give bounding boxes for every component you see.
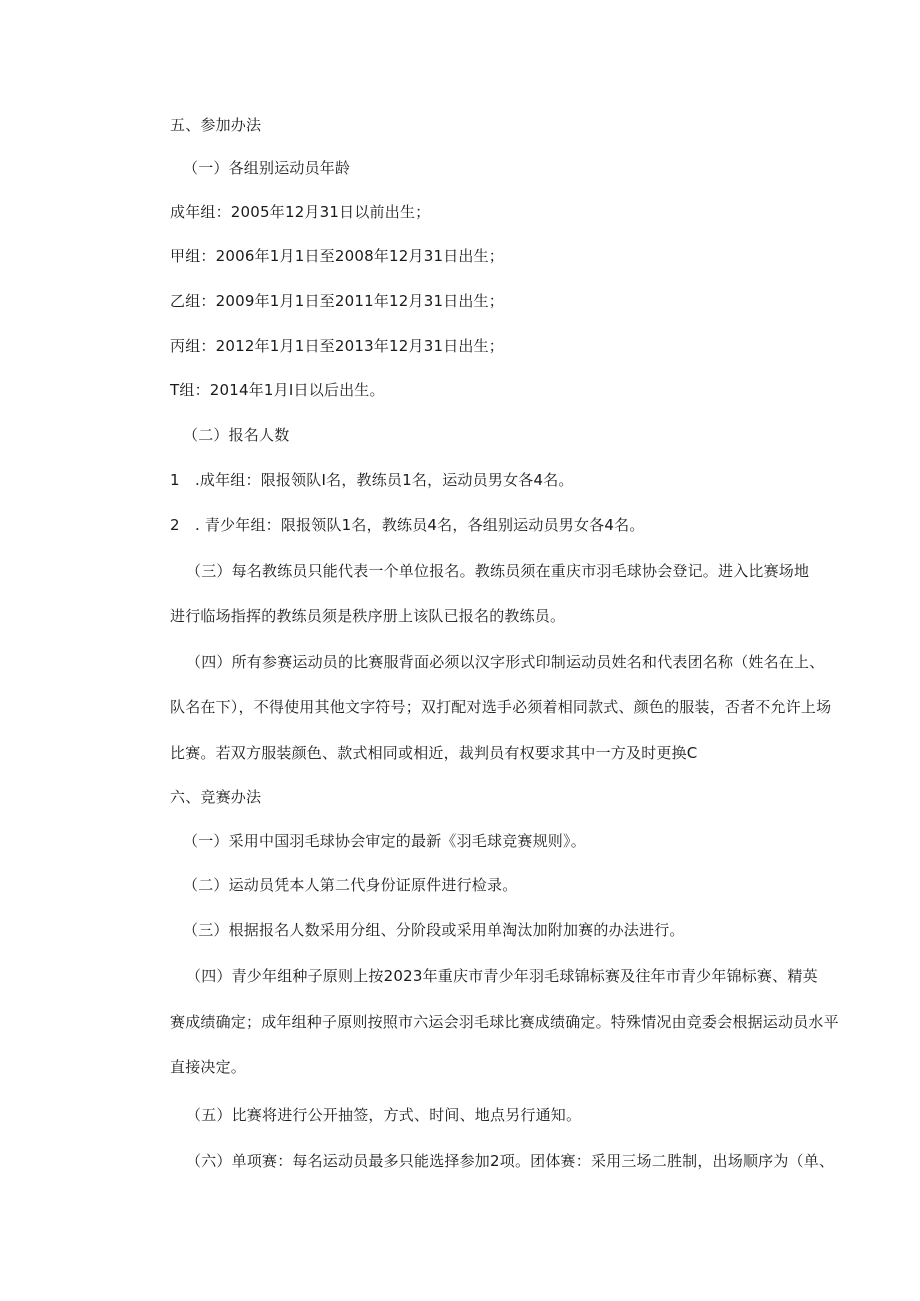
section-5-title: 五、参加办法: [170, 116, 262, 134]
section-6-4-line-2: 赛成绩确定；成年组种子原则按照市六运会羽毛球比赛成绩确定。特殊情况由竞委会根据运动员水平: [170, 1013, 839, 1031]
section-6-3: （三）根据报名人数采用分组、分阶段或采用单淘汰加附加赛的办法进行。: [183, 921, 685, 939]
section-5-1-title: （一）各组别运动员年龄: [183, 159, 351, 177]
quota-adult: 1 .成年组：限报领队I名，教练员1名，运动员男女各4名。: [170, 471, 574, 489]
section-6-2: （二）运动员凭本人第二代身份证原件进行检录。: [183, 876, 518, 894]
section-6-4-line-3: 直接决定。: [170, 1058, 247, 1076]
section-6-5: （五）比赛将进行公开抽签，方式、时间、地点另行通知。: [186, 1106, 582, 1124]
quota-youth: 2 . 青少年组：限报领队1名，教练员4名，各组别运动员男女各4名。: [170, 516, 645, 534]
section-5-2-title: （二）报名人数: [183, 426, 290, 444]
age-group-d: T组：2014年1月I日以后出生。: [170, 381, 385, 399]
section-5-4-line-1: （四）所有参赛运动员的比赛服背面必须以汉字形式印制运动员姓名和代表团名称（姓名在上、: [186, 653, 825, 671]
section-6-1: （一）采用中国羽毛球协会审定的最新《羽毛球竞赛规则》。: [183, 832, 586, 850]
section-5-4-line-3: 比赛。若双方服装颜色、款式相同或相近，裁判员有权要求其中一方及时更换C: [170, 744, 698, 762]
age-group-c: 丙组：2012年1月1日至2013年12月31日出生；: [170, 337, 505, 355]
section-6-6-line-1: （六）单项赛：每名运动员最多只能选择参加2项。团体赛：采用三场二胜制，出场顺序为（单、: [186, 1152, 835, 1170]
age-group-b: 乙组：2009年1月1日至2011年12月31日出生；: [170, 292, 505, 310]
section-6-4-line-1: （四）青少年组种子原则上按2023年重庆市青少年羽毛球锦标赛及往年市青少年锦标赛、精英: [186, 967, 818, 985]
age-group-a: 甲组：2006年1月1日至2008年12月31日出生；: [170, 247, 505, 265]
section-5-3-line-2: 进行临场指挥的教练员须是秩序册上该队已报名的教练员。: [170, 607, 566, 625]
age-adult: 成年组：2005年12月31日以前出生；: [170, 203, 431, 221]
section-5-3-line-1: （三）每名教练员只能代表一个单位报名。教练员须在重庆市羽毛球协会登记。进入比赛场地: [186, 562, 810, 580]
section-5-4-line-2: 队名在下），不得使用其他文字符号；双打配对选手必须着相同款式、颜色的服装，否者不允许上场: [170, 698, 832, 716]
section-6-title: 六、竞赛办法: [170, 788, 262, 806]
